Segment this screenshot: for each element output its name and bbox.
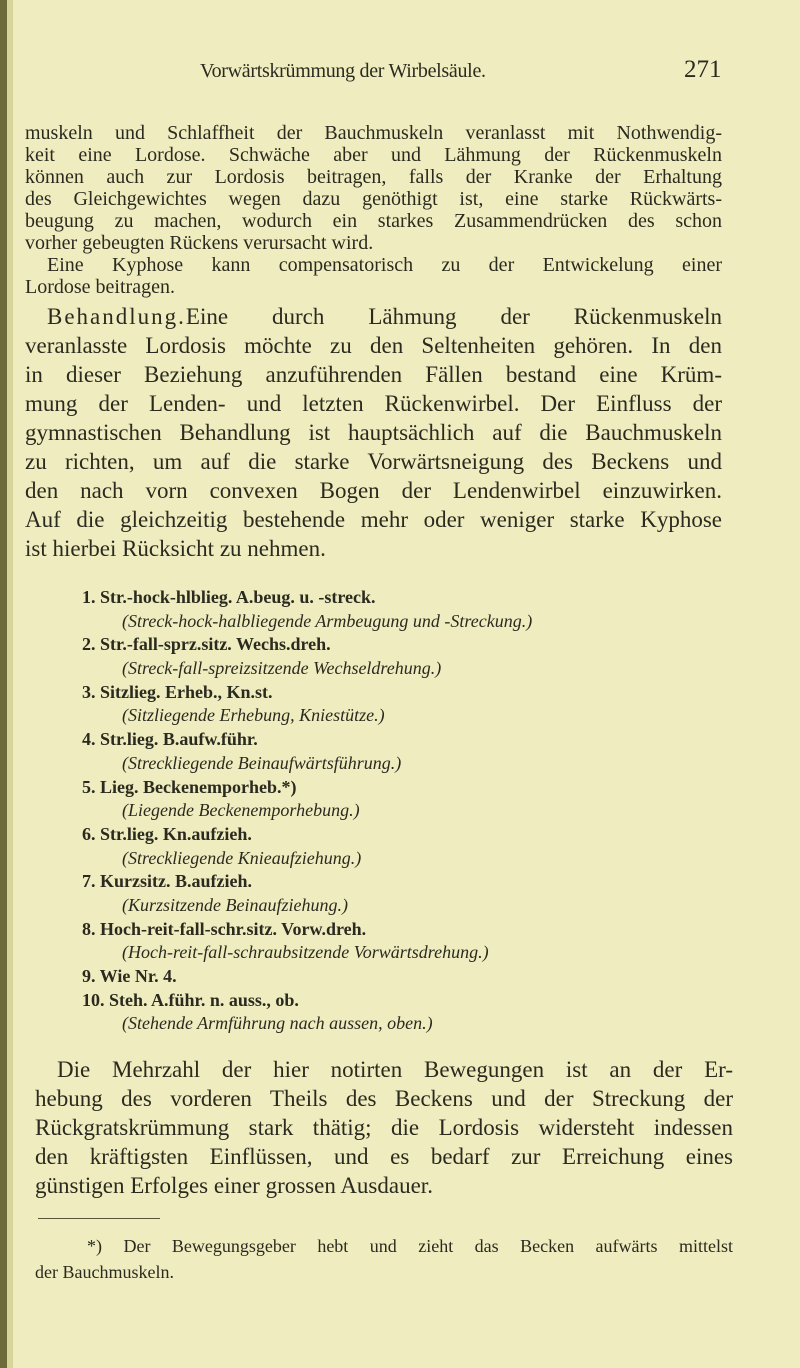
text-line: günstigen Erfolges einer grossen Ausdauer. xyxy=(35,1173,433,1198)
exercise-item: 6. Str.lieg. Kn.aufzieh. xyxy=(82,823,252,844)
text-line: den kräftigsten Einflüssen, und es bedarf zur Erreichung eines xyxy=(35,1144,733,1169)
exercise-item: 2. Str.-fall-sprz.sitz. Wechs.dreh. xyxy=(82,634,331,655)
exercise-expansion: (Streck-hock-halbliegende Armbeugung und -Streckung.) xyxy=(122,610,533,631)
exercise-list xyxy=(82,586,532,1036)
text-line: Eine Kyphose kann compensatorisch zu der Entwickelung einer xyxy=(47,254,722,276)
exercise-item: 4. Str.lieg. B.aufw.führ. xyxy=(82,729,258,750)
exercise-item: 8. Hoch-reit-fall-schr.sitz. Vorw.dreh. xyxy=(82,918,367,939)
text-line: können auch zur Lordosis beitragen, falls der Kranke der Erhaltung xyxy=(25,166,722,188)
footnote-line: *) Der Bewegungsgeber hebt und zieht das Becken aufwärts mittelst xyxy=(87,1236,733,1256)
exercise-expansion: (Streck-fall-spreizsitzende Wechseldrehung.) xyxy=(122,658,442,679)
text-line xyxy=(25,302,722,331)
exercise-item: 1. Str.-hock-hlblieg. A.beug. u. -streck. xyxy=(82,587,376,607)
paragraph-3 xyxy=(35,1055,733,1200)
text-line: beugung zu machen, wodurch ein starkes Zusammendrücken des schon xyxy=(25,210,722,232)
text-line: gymnastischen Behandlung ist hauptsächlich auf die Bauchmuskeln xyxy=(25,420,722,445)
paragraph-1 xyxy=(25,122,722,298)
page-binding-shadow xyxy=(7,0,13,1368)
text-line: Die Mehrzahl der hier notirten Bewegungen ist an der Er- xyxy=(57,1057,733,1082)
text-line: hebung des vorderen Theils des Beckens und der Streckung der xyxy=(35,1086,733,1111)
exercise-item: 5. Lieg. Beckenemporheb.*) xyxy=(82,776,297,797)
page-binding-edge xyxy=(0,0,7,1368)
exercise-item: 7. Kurzsitz. B.aufzieh. xyxy=(82,871,252,892)
exercise-expansion: (Kurzsitzende Beinaufziehung.) xyxy=(122,894,348,915)
text-line-rest: Eine durch Lähmung der Rückenmuskeln xyxy=(185,304,722,329)
text-line: in dieser Beziehung anzuführenden Fällen bestand eine Krüm- xyxy=(25,362,722,387)
treatment-heading: Behandlung. xyxy=(47,304,186,329)
text-line: muskeln und Schlaffheit der Bauchmuskeln veranlasst mit Nothwendig- xyxy=(25,122,722,144)
footnote xyxy=(35,1233,733,1285)
text-line: vorher gebeugten Rückens verursacht wird. xyxy=(25,232,374,254)
text-line: keit eine Lordose. Schwäche aber und Lähmung der Rückenmuskeln xyxy=(25,144,722,166)
exercise-expansion: (Streckliegende Beinaufwärtsführung.) xyxy=(122,752,402,773)
exercise-item: 3. Sitzlieg. Erheb., Kn.st. xyxy=(82,681,273,702)
text-line: mung der Lenden- und letzten Rückenwirbel. Der Einfluss der xyxy=(25,391,722,416)
text-line: des Gleichgewichtes wegen dazu genöthigt ist, eine starke Rückwärts- xyxy=(25,188,722,210)
text-line: den nach vorn convexen Bogen der Lendenwirbel einzuwirken. xyxy=(25,478,722,503)
footnote-line: der Bauchmuskeln. xyxy=(35,1262,174,1282)
exercise-expansion: (Stehende Armführung nach aussen, oben.) xyxy=(122,1013,433,1034)
page-number: 271 xyxy=(684,56,722,83)
text-line: Auf die gleichzeitig bestehende mehr oder weniger starke Kyphose xyxy=(25,507,722,532)
footnote-divider xyxy=(38,1218,160,1219)
text-line: veranlasste Lordosis möchte zu den Seltenheiten gehören. In den xyxy=(25,333,722,358)
treatment-paragraph xyxy=(25,302,722,563)
text-line: ist hierbei Rücksicht zu nehmen. xyxy=(25,536,326,561)
text-line: Rückgratskrümmung stark thätig; die Lordosis widersteht indessen xyxy=(35,1115,733,1140)
exercise-expansion: (Sitzliegende Erhebung, Kniestütze.) xyxy=(122,705,385,726)
exercise-expansion: (Hoch-reit-fall-schraubsitzende Vorwärtsdrehung.) xyxy=(122,942,489,963)
text-line: Lordose beitragen. xyxy=(25,276,175,298)
running-header: Vorwärtskrümmung der Wirbelsäule. xyxy=(200,60,486,82)
text-line: zu richten, um auf die starke Vorwärtsneigung des Beckens und xyxy=(25,449,722,474)
exercise-item: 9. Wie Nr. 4. xyxy=(82,966,177,986)
exercise-expansion: (Streckliegende Knieaufziehung.) xyxy=(122,847,362,868)
exercise-expansion: (Liegende Beckenemporhebung.) xyxy=(122,800,360,821)
exercise-item: 10. Steh. A.führ. n. auss., ob. xyxy=(82,989,299,1010)
